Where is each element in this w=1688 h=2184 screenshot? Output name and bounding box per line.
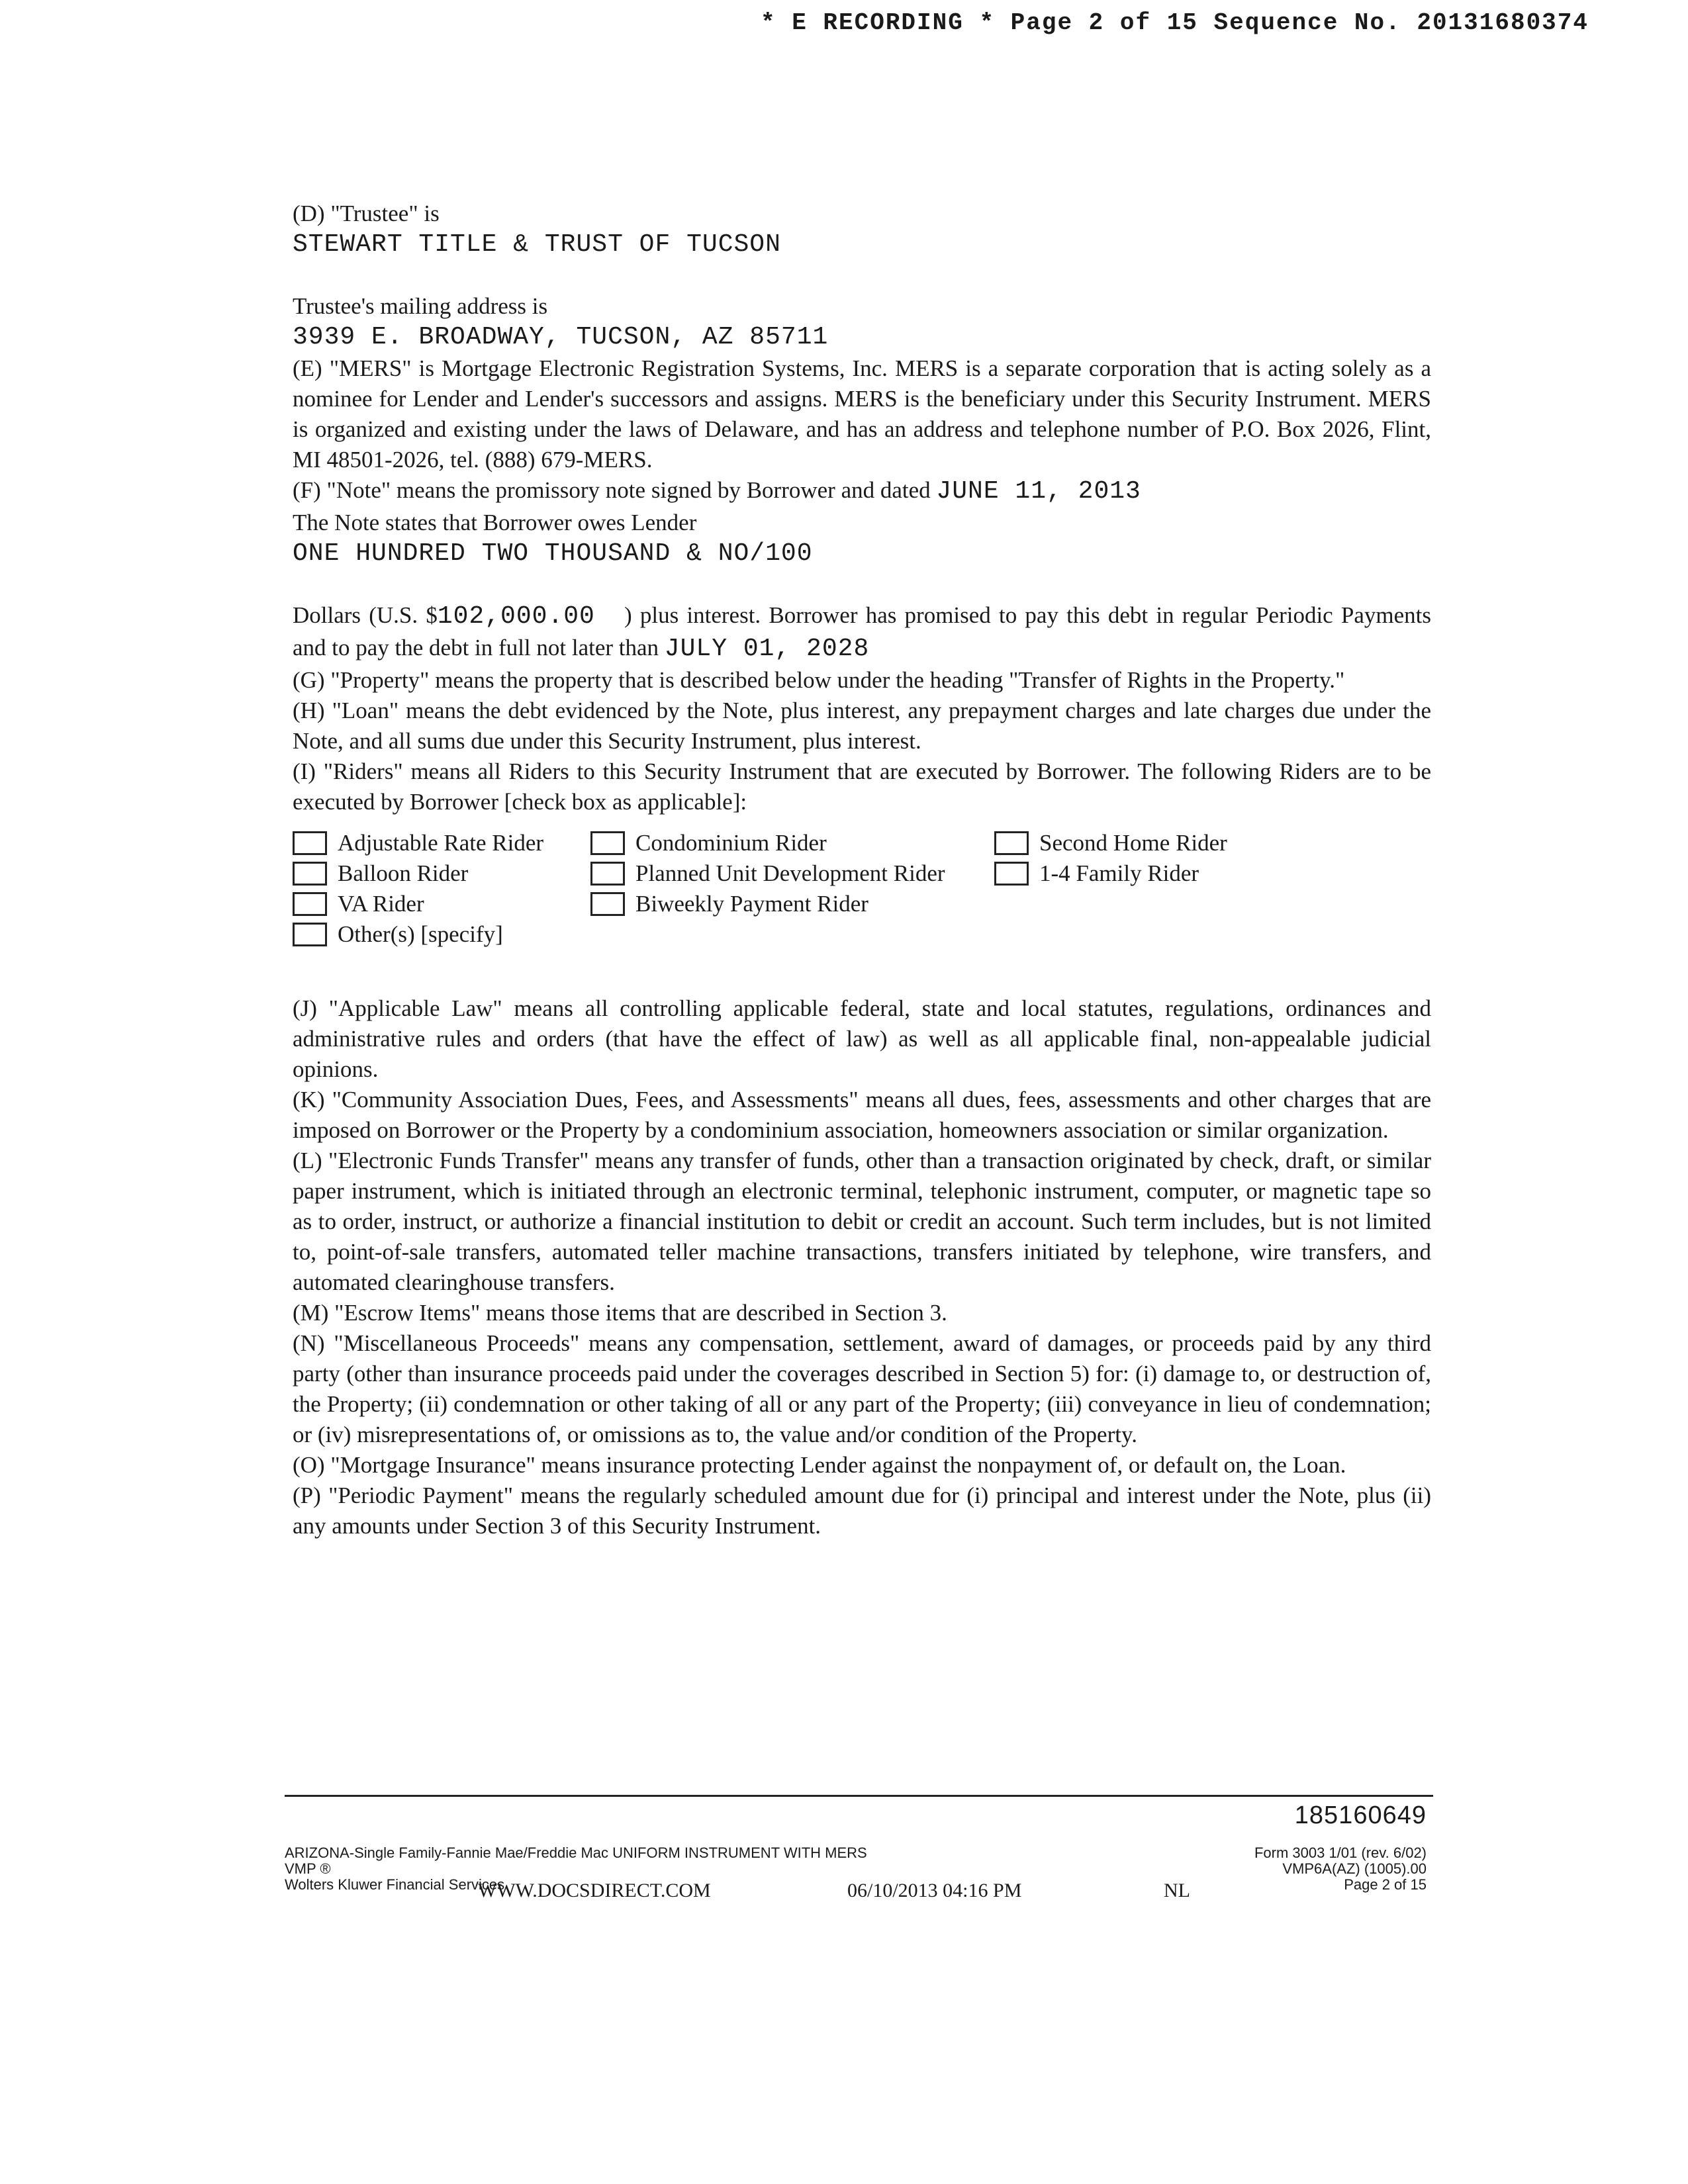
- loan-definition: (H) "Loan" means the debt evidenced by the Note, plus interest, any prepayment charges and late charges due under the Note, and all sums due under this Security Instrument, plus interest.: [293, 698, 1431, 754]
- form-code: Form 3003 1/01 (rev. 6/02) VMP6A(AZ) (1005).00 Page 2 of 15: [1254, 1844, 1427, 1893]
- checkbox[interactable]: [590, 892, 625, 916]
- note-date: JUNE 11, 2013: [936, 477, 1141, 506]
- rider-biweekly[interactable]: Biweekly Payment Rider: [590, 889, 994, 919]
- website: WWW.DOCSDIRECT.COM: [478, 1880, 711, 1901]
- note-definition: [293, 475, 1431, 508]
- note-amount: 102,000.00: [437, 602, 595, 631]
- rider-pud[interactable]: Planned Unit Development Rider: [590, 858, 994, 889]
- rider-adjustable-rate[interactable]: Adjustable Rate Rider: [293, 828, 590, 858]
- property-definition: (G) "Property" means the property that is described below under the heading "Transfer of Rights in the Property.": [293, 667, 1345, 693]
- loan-number: 185160649: [1294, 1801, 1427, 1829]
- checkbox[interactable]: [994, 862, 1029, 886]
- checkbox[interactable]: [293, 923, 327, 946]
- rider-va[interactable]: VA Rider: [293, 889, 590, 919]
- trustee-label: (D) "Trustee" is: [293, 201, 440, 226]
- trustee-name: STEWART TITLE & TRUST OF TUCSON: [293, 230, 781, 259]
- checkbox[interactable]: [293, 831, 327, 855]
- form-title: ARIZONA-Single Family-Fannie Mae/Freddie Mac UNIFORM INSTRUMENT WITH MERS VMP ® Wolters Kluwer Financial Services: [285, 1844, 867, 1893]
- trustee-address-label: Trustee's mailing address is: [293, 293, 548, 319]
- mers-definition: (E) "MERS" is Mortgage Electronic Registration Systems, Inc. MERS is a separate corporation that is acting solely as a nominee for Lender and Lender's successors and assigns. MERS is the beneficiary under this Security Instrument. MERS is organized and existing under the laws of Delaware, and has an address and telephone number of P.O. Box 2026, Flint, MI 48501-2026, tel. (888) 679-MERS.: [293, 355, 1431, 473]
- mortgage-insurance-definition: (O) "Mortgage Insurance" means insurance protecting Lender against the nonpayment of, or default on, the Loan.: [293, 1452, 1346, 1478]
- note-maturity: JULY 01, 2028: [664, 635, 870, 663]
- rider-condominium[interactable]: Condominium Rider: [590, 828, 994, 858]
- rider-1-4-family[interactable]: 1-4 Family Rider: [994, 858, 1365, 889]
- recording-header: * E RECORDING * Page 2 of 15 Sequence No. 20131680374: [761, 9, 1589, 36]
- miscellaneous-proceeds-definition: (N) "Miscellaneous Proceeds" means any compensation, settlement, award of damages, or proceeds paid by any third party (other than insurance proceeds paid under the coverages described in Section 5) for: (i) damage to, or destruction of, the Property; (ii) condemnation or other taking of all or any part of the Property; (iii) conveyance in lieu of condemnation; or (iv) misrepresentations of, or omissions as to, the value and/or condition of the Property.: [293, 1330, 1431, 1447]
- applicable-law-definition: (J) "Applicable Law" means all controlling applicable federal, state and local statutes, regulations, ordinances and administrative rules and orders (that have the effect of law) as well as all applicable final, non-appealable judicial opinions.: [293, 995, 1431, 1082]
- note-dollars-suffix: ) plus interest. Borrower has promised to pay this debt in regular Periodic Payments and to pay the debt in full not later than: [293, 602, 1432, 660]
- footer-divider: [285, 1795, 1433, 1797]
- trustee-address: 3939 E. BROADWAY, TUCSON, AZ 85711: [293, 323, 829, 351]
- checkbox[interactable]: [590, 862, 625, 886]
- rider-second-home[interactable]: Second Home Rider: [994, 828, 1365, 858]
- print-timestamp: 06/10/2013 04:16 PM: [847, 1880, 1022, 1901]
- note-dollars: [293, 600, 1431, 665]
- checkbox[interactable]: [590, 831, 625, 855]
- note-lead: (F) "Note" means the promissory note signed by Borrower and dated: [293, 477, 931, 503]
- eft-definition: (L) "Electronic Funds Transfer" means any transfer of funds, other than a transaction originated by check, draft, or similar paper instrument, which is initiated through an electronic terminal, telephonic instrument, computer, or magnetic tape so as to order, instruct, or authorize a financial institution to debit or credit an account. Such term includes, but is not limited to, point-of-sale transfers, automated teller machine transactions, transfers initiated by telephone, wire transfers, and automated clearinghouse transfers.: [293, 1148, 1431, 1295]
- rider-other[interactable]: Other(s) [specify]: [293, 919, 590, 950]
- community-association-definition: (K) "Community Association Dues, Fees, and Assessments" means all dues, fees, assessments and other charges that are imposed on Borrower or the Property by a condominium association, homeowners association or similar organization.: [293, 1087, 1431, 1143]
- document-body: [293, 199, 1431, 1541]
- note-amount-words: ONE HUNDRED TWO THOUSAND & NO/100: [293, 539, 813, 568]
- riders-definition: (I) "Riders" means all Riders to this Security Instrument that are executed by Borrower. The following Riders are to be executed by Borrower [check box as applicable]:: [293, 758, 1431, 815]
- rider-balloon[interactable]: Balloon Rider: [293, 858, 590, 889]
- checkbox[interactable]: [293, 862, 327, 886]
- riders-checklist: [293, 828, 1431, 950]
- periodic-payment-definition: (P) "Periodic Payment" means the regularly scheduled amount due for (i) principal and interest under the Note, plus (ii) any amounts under Section 3 of this Security Instrument.: [293, 1482, 1431, 1539]
- note-owes: The Note states that Borrower owes Lender: [293, 510, 697, 535]
- checkbox[interactable]: [994, 831, 1029, 855]
- note-dollars-prefix: Dollars (U.S. $: [293, 602, 438, 628]
- initials: NL: [1164, 1880, 1190, 1901]
- checkbox[interactable]: [293, 892, 327, 916]
- escrow-items-definition: (M) "Escrow Items" means those items that are described in Section 3.: [293, 1300, 947, 1326]
